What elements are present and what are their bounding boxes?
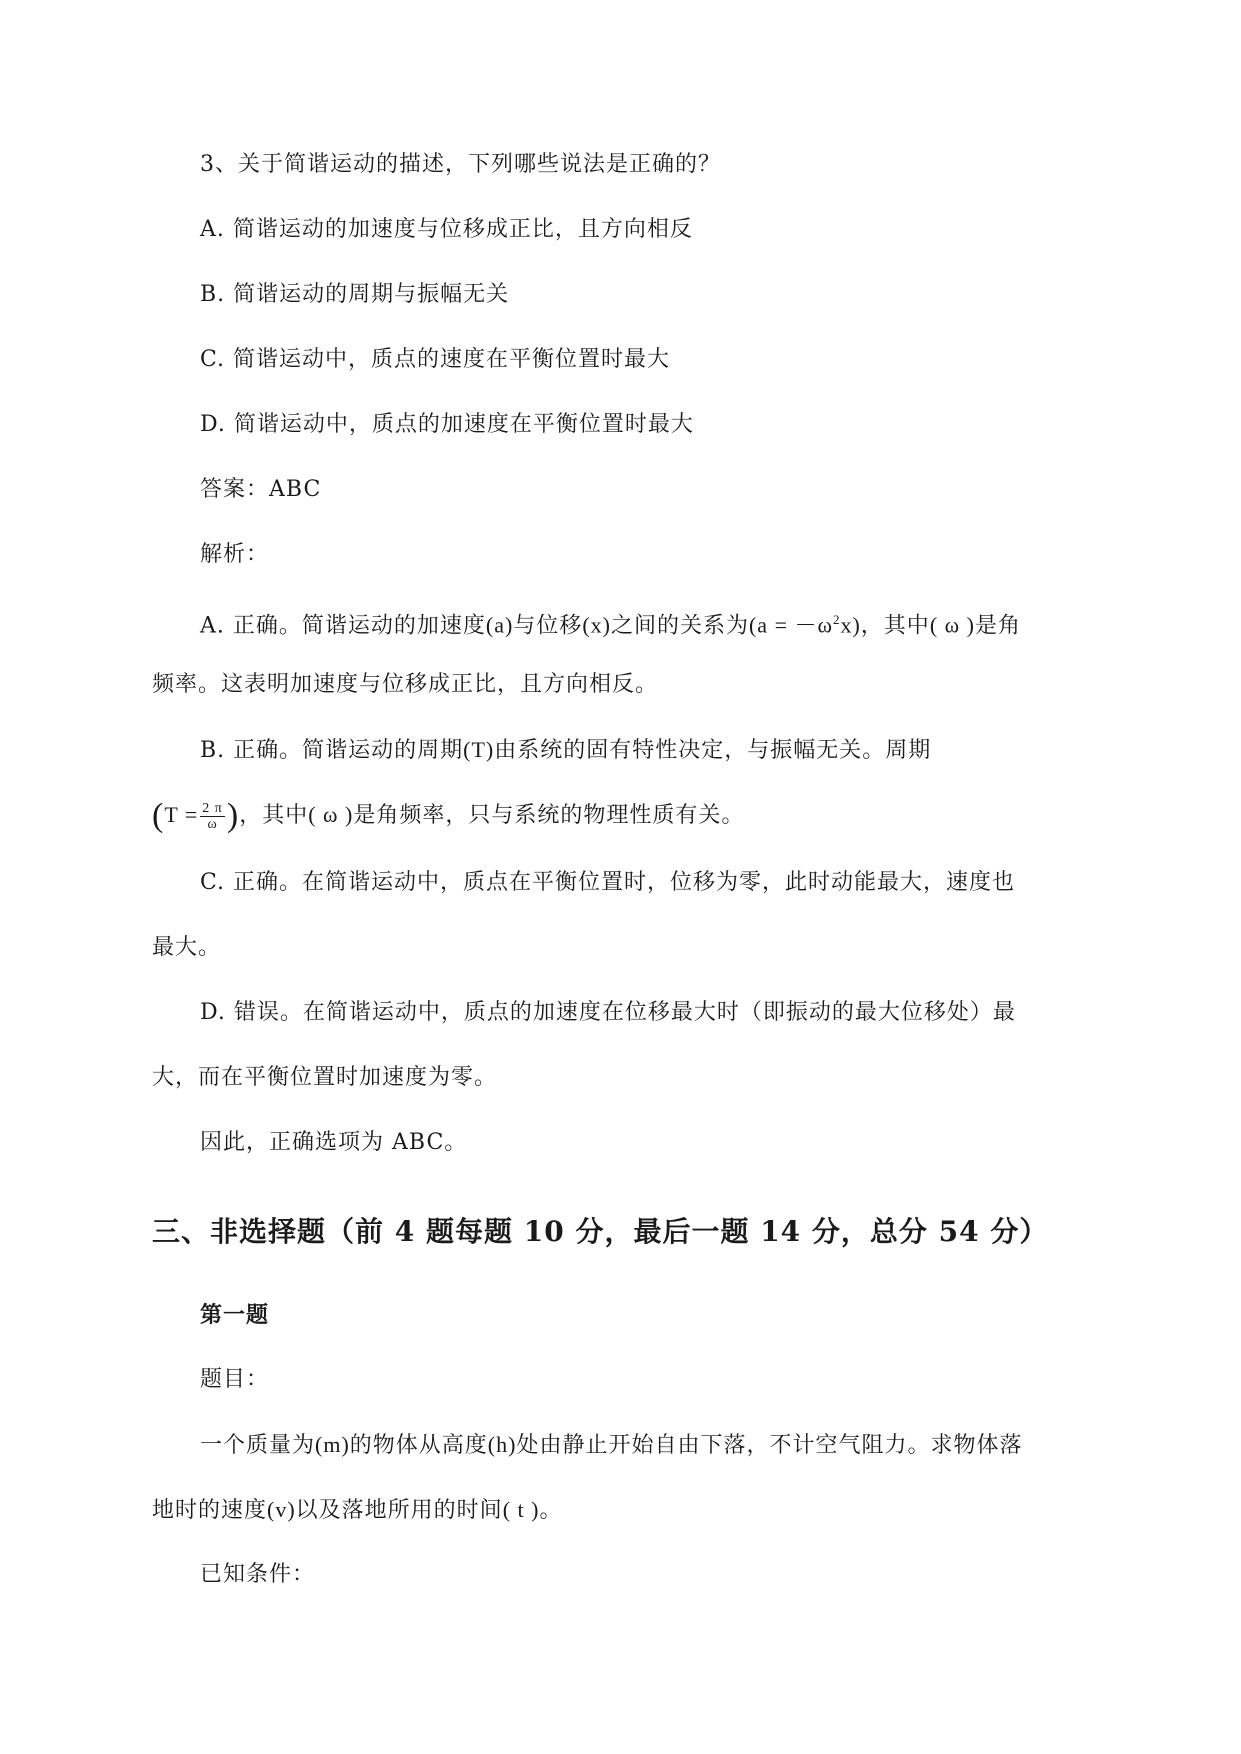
symbol-omega-2: ( ω ) xyxy=(308,802,354,827)
analysis-b-text-3: ，其中 xyxy=(239,803,309,828)
symbol-t: (T) xyxy=(463,737,495,762)
symbol-v: (v) xyxy=(267,1497,296,1522)
analysis-b-text-4: 是角频率，只与系统的物理性质有关。 xyxy=(353,803,745,828)
analysis-d-line-2: 大，而在平衡位置时加速度为零。 xyxy=(152,1065,498,1090)
question-1-title: 第一题 xyxy=(200,1302,270,1328)
symbol-m: (m) xyxy=(315,1432,350,1457)
equation-right: x) xyxy=(840,612,861,638)
period-formula-close-paren: ) xyxy=(226,797,240,834)
question-3-stem: 3、关于简谐运动的描述，下列哪些说法是正确的？ xyxy=(200,152,721,177)
q1-text-3: 处由静止开始自由下落，不计空气阻力。求物体落 xyxy=(516,1433,1023,1458)
analysis-a-text-1: A. 正确。简谐运动的加速度 xyxy=(200,613,486,639)
period-formula-fraction xyxy=(200,801,225,832)
analysis-b-line-2 xyxy=(152,797,745,834)
section-3-heading: 三、非选择题（前 4 题每题 10 分，最后一题 14 分，总分 54 分） xyxy=(152,1215,1049,1248)
equation-exponent: 2 xyxy=(832,612,841,627)
known-conditions-label: 已知条件： xyxy=(200,1562,316,1587)
option-c: C. 简谐运动中，质点的速度在平衡位置时最大 xyxy=(200,347,671,372)
analysis-a-text-5: 是角 xyxy=(974,613,1021,639)
analysis-c-line-2: 最大。 xyxy=(152,935,222,960)
option-d: D. 简谐运动中，质点的加速度在平衡位置时最大 xyxy=(200,412,694,437)
analysis-b-text-2: 由系统的固有特性决定，与振幅无关。周期 xyxy=(494,738,932,763)
analysis-a-line-1 xyxy=(200,605,1021,641)
question-1-text-line-1 xyxy=(200,1430,1022,1461)
option-a: A. 简谐运动的加速度与位移成正比，且方向相反 xyxy=(200,217,693,242)
analysis-b-line-1 xyxy=(200,735,931,766)
question-1-label: 题目： xyxy=(200,1367,270,1392)
q1-text-5: 以及落地所用的时间 xyxy=(295,1498,503,1523)
symbol-omega: ( ω ) xyxy=(929,612,975,638)
analysis-a-text-2: 与位移 xyxy=(513,613,583,639)
q1-text-4: 地时的速度 xyxy=(152,1498,268,1523)
analysis-c-line-1: C. 正确。在简谐运动中，质点在平衡位置时，位移为零，此时动能最大，速度也 xyxy=(200,870,1016,895)
analysis-a-text-3: 之间的关系为 xyxy=(610,613,749,639)
analysis-b-text-1: B. 正确。简谐运动的周期 xyxy=(200,738,464,763)
equation-left: (a = －ω xyxy=(748,612,833,638)
q1-text-6: 。 xyxy=(539,1498,563,1523)
analysis-a-text-4: ，其中 xyxy=(860,613,930,639)
symbol-x: (x) xyxy=(582,612,611,638)
answer-line: 答案：ABC xyxy=(200,477,322,502)
analysis-d-line-1: D. 错误。在简谐运动中，质点的加速度在位移最大时（即振动的最大位移处）最 xyxy=(200,1000,1016,1025)
question-1-text-line-2 xyxy=(152,1495,562,1526)
q1-text-1: 一个质量为 xyxy=(200,1433,316,1458)
symbol-a: (a) xyxy=(485,612,514,638)
fraction-numerator: 2 π xyxy=(202,800,223,816)
conclusion-line: 因此，正确选项为 ABC。 xyxy=(200,1130,468,1155)
symbol-t-time: ( t ) xyxy=(502,1497,540,1522)
period-formula-lhs: T = xyxy=(164,802,199,827)
analysis-label: 解析： xyxy=(200,542,270,567)
symbol-h: (h) xyxy=(487,1432,517,1457)
analysis-a-line-2: 频率。这表明加速度与位移成正比，且方向相反。 xyxy=(152,672,659,697)
q1-text-2: 的物体从高度 xyxy=(349,1433,488,1458)
fraction-denominator: ω xyxy=(207,816,218,832)
option-b: B. 简谐运动的周期与振幅无关 xyxy=(200,282,510,307)
period-formula-open-paren: ( xyxy=(152,797,165,834)
